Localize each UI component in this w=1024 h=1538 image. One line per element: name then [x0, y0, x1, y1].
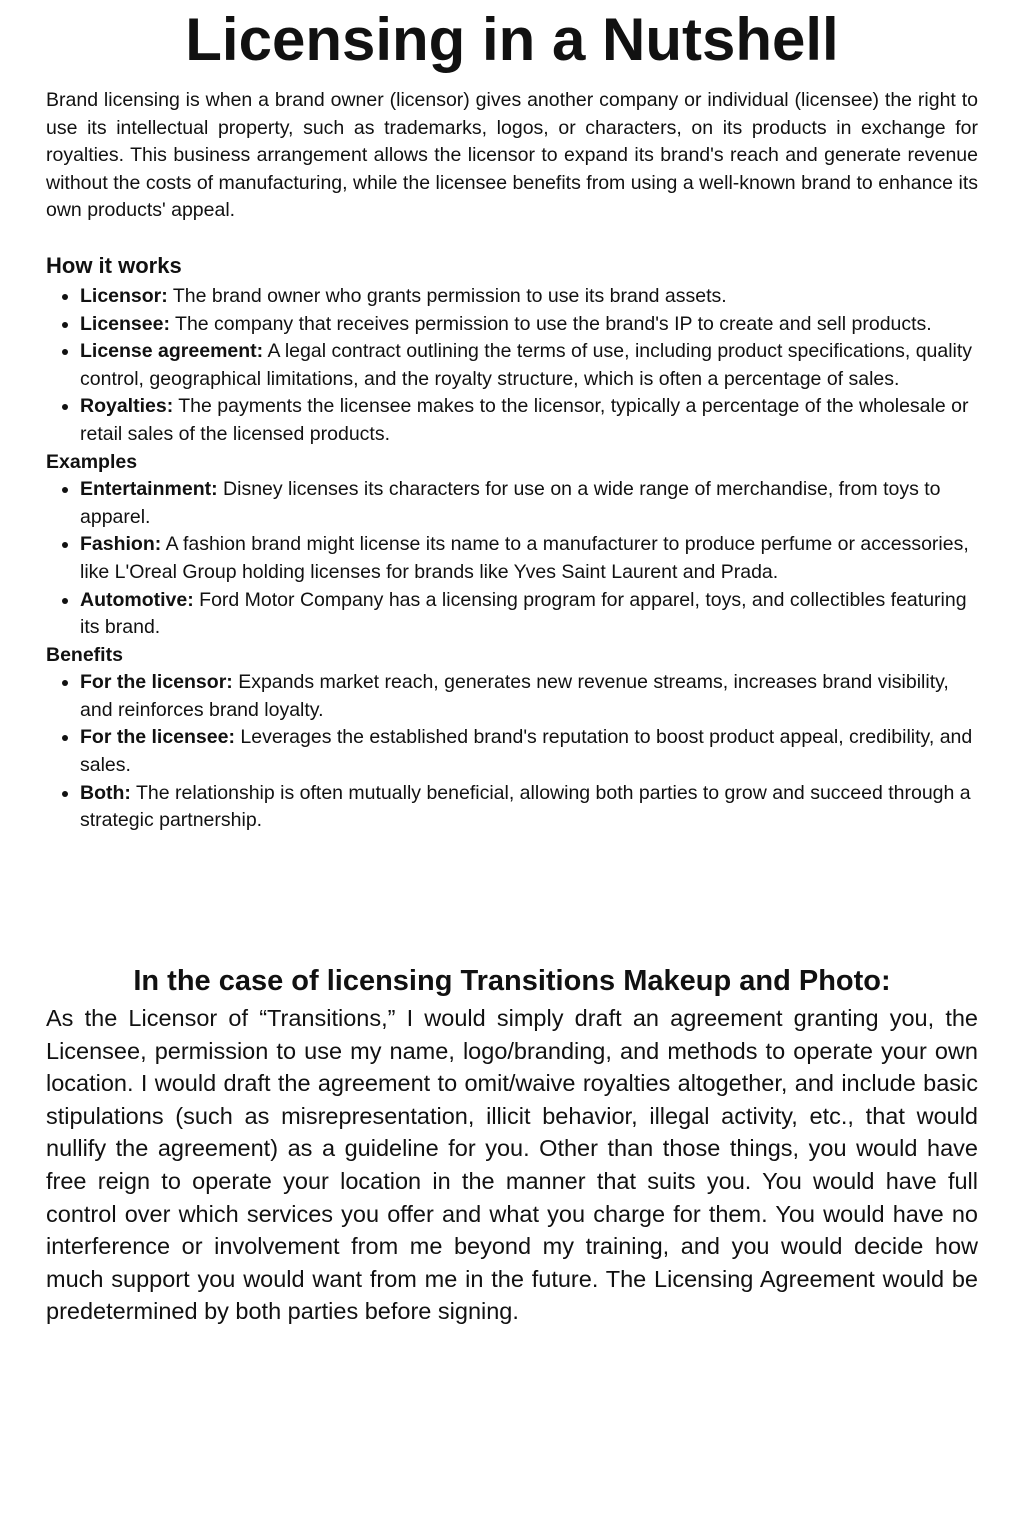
page-title: Licensing in a Nutshell — [185, 6, 839, 73]
examples-list — [46, 476, 978, 642]
list-text: A fashion brand might license its name to a manufacturer to produce perfume or accessories, like L'Oreal Group holding licenses for brands like Yves Saint Laurent and Prada. — [80, 533, 969, 583]
list-text: The payments the licensee makes to the licensor, typically a percentage of the wholesale or retail sales of the licensed products. — [80, 395, 969, 445]
how-it-works-heading: How it works — [46, 252, 182, 278]
list-item — [80, 393, 978, 448]
case-heading: In the case of licensing Transitions Makeup and Photo: — [133, 965, 891, 997]
list-term: For the licensor: — [80, 671, 233, 694]
list-term: Royalties: — [80, 395, 174, 418]
list-text: Leverages the established brand's reputation to boost product appeal, credibility, and sales. — [80, 726, 973, 777]
list-item — [80, 780, 978, 835]
list-item — [80, 724, 978, 779]
list-text: Expands market reach, generates new revenue streams, increases brand visibility, and reinforces brand loyalty. — [80, 671, 949, 721]
list-term: Fashion: — [80, 533, 162, 556]
list-text: Ford Motor Company has a licensing program for apparel, toys, and collectibles featuring its brand. — [80, 588, 967, 639]
benefits-list — [46, 669, 978, 835]
list-term: Automotive: — [80, 588, 194, 611]
list-term: Entertainment: — [80, 478, 218, 501]
list-text: The brand owner who grants permission to use its brand assets. — [167, 284, 727, 307]
list-text: Disney licenses its characters for use on a wide range of merchandise, from toys to apparel. — [80, 478, 941, 528]
list-term: Licensor: — [80, 284, 168, 307]
list-text: A legal contract outlining the terms of use, including product specifications, quality control, geographical limitations, and the royalty structure, which is often a percentage of sales. — [80, 340, 973, 390]
list-term: Licensee: — [80, 312, 170, 335]
case-paragraph: As the Licensor of “Transitions,” I would simply draft an agreement granting you, the Licensee, permission to use my name, logo/branding, and methods to operate your own location. I would draft the agreement to omit/waive royalties altogether, and include basic stipulations (such as misrepresentation, illicit behavior, illegal activity, etc., that would nullify the agreement) as a guideline for you. Other than those things, you would have free reign to operate your location in the manner that suits you. You would have full control over which services you offer and what you charge for them. You would have no interference or involvement from me beyond my training, and you would decide how much support you would want from me in the future. The Licensing Agreement would be predetermined by both parties before signing. — [46, 1005, 978, 1325]
list-text: The company that receives permission to use the brand's IP to create and sell products. — [169, 312, 932, 335]
benefits-heading: Benefits — [46, 643, 123, 666]
list-term: Both: — [80, 781, 131, 804]
list-item — [80, 283, 978, 311]
examples-heading: Examples — [46, 450, 138, 473]
list-item — [80, 669, 978, 724]
how-it-works-list — [46, 283, 978, 449]
main-content — [46, 87, 978, 835]
list-text: The relationship is often mutually beneficial, allowing both parties to grow and succeed through a strategic partnership. — [80, 781, 971, 832]
list-item — [80, 587, 978, 642]
intro-paragraph: Brand licensing is when a brand owner (licensor) gives another company or individual (licensee) the right to use its intellectual property, such as trademarks, logos, or characters, on its products in exchange for royalties. This business arrangement allows the licensor to expand its brand's reach and generate revenue without the costs of manufacturing, while the licensee benefits from using a well-known brand to enhance its own products' appeal. — [46, 89, 978, 222]
list-item — [80, 338, 978, 393]
list-term: License agreement: — [80, 340, 264, 363]
list-term: For the licensee: — [80, 726, 235, 749]
list-item — [80, 311, 978, 339]
list-item — [80, 476, 978, 531]
list-item — [80, 531, 978, 586]
